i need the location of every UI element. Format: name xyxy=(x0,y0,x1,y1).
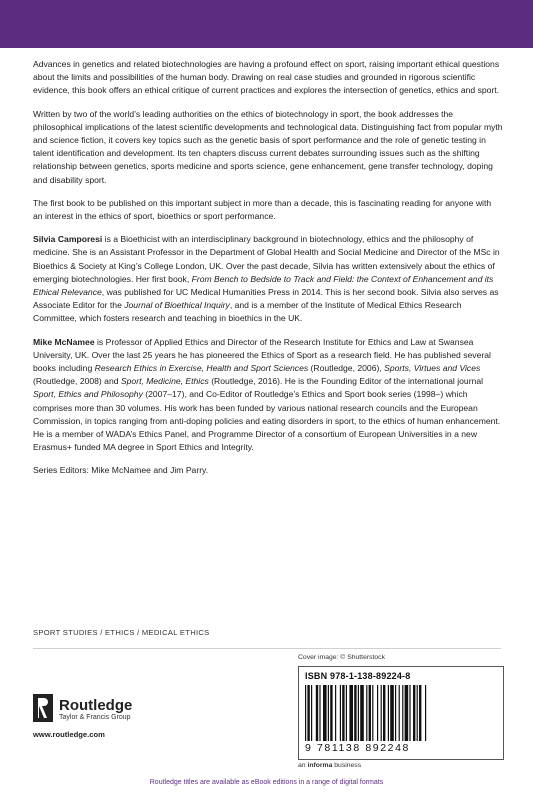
blurb-paragraph-3: The first book to be published on this important subject in more than a decade, this is fascinating reading for anyone with an interest in the ethics of sport, bioethics or sport performance. xyxy=(33,197,492,222)
cover-credit: Cover image: © Shutterstock xyxy=(298,654,385,661)
author-bio-mcnamee xyxy=(33,336,503,455)
journal-title: Journal of Bioethical Inquiry xyxy=(124,300,230,311)
author-name: Mike McNamee xyxy=(33,336,95,347)
bio-text: is a Bioethicist with an interdisciplinary background in biotechnology, ethics and the philosophy of medicine. She is an Assistant Professor in the Department of Global Health and Social Medicine and Director of the MSc in Bioethics & Society at King’s College London, UK. Over the past decade, Silvia has written extensively about the ethics of emerging biotechnologies. Her first book, xyxy=(33,234,500,284)
blurb-paragraph-2: Written by two of the world’s leading authorities on the ethics of biotechnology in sport, the book addresses the philosophical implications of the latest scientific developments and technological data. Distinguishing fact from popular myth and science fiction, it covers key topics such as the genetic basis of sport performance and the role of genetic testing in talent identification and development. Its ten chapters discuss current debates surrounding issues such as the shifting relationship between genetics, sports medicine and sports science, gene enhancement, gene transfer technology, doping and disability sport. xyxy=(33,108,503,185)
publisher-url[interactable]: www.routledge.com xyxy=(33,730,105,739)
series-editors: Series Editors: Mike McNamee and Jim Parry. xyxy=(33,465,209,476)
informa-pre: an xyxy=(298,762,308,769)
informa-brand: informa xyxy=(307,762,333,769)
bio-text: is Professor of Applied Ethics and Director of the Research Institute for Ethics and Law at Swansea University, UK. Over the last 25 years he has pioneered the Ethics of Sport as a research field. He has published several books including xyxy=(33,336,491,374)
publisher-name: Routledge xyxy=(59,697,133,714)
book-title: Sports, Virtues and Vices xyxy=(384,363,481,374)
top-color-band xyxy=(0,0,533,48)
barcode-icon xyxy=(305,685,495,741)
divider xyxy=(33,648,501,649)
bio-text: , was published for UC Medical Humanities Press in 2014. This is her second book. Silvia also serves as Associate Editor for the xyxy=(33,287,499,311)
isbn: ISBN 978-1-138-89224-8 xyxy=(305,671,411,681)
bio-text: (Routledge, 2006), xyxy=(308,363,385,374)
blurb-paragraph-1: Advances in genetics and related biotechnologies are having a profound effect on sport, raising important ethical questions about the limits and possibilities of the human body. Drawing on real case studies and grounded in rigorous scientific evidence, this book offers an ethical critique of current practices and explores the intersection of genetics, ethics and sport. xyxy=(33,59,500,96)
journal-title: Sport, Ethics and Philosophy xyxy=(33,389,143,400)
subject-categories: SPORT STUDIES / ETHICS / MEDICAL ETHICS xyxy=(33,628,210,637)
bio-text: , and is a member of the Institute of Medical Ethics Research Committee, which fosters research and teaching in bioethics in the UK. xyxy=(33,300,462,324)
barcode-number: 9 781138 892248 xyxy=(305,742,410,754)
informa-post: business xyxy=(332,762,362,769)
author-name: Silvia Camporesi xyxy=(33,234,103,245)
bio-text: (Routledge, 2008) and xyxy=(33,376,121,387)
author-bio-camporesi xyxy=(33,233,503,325)
book-title: Sport, Medicine, Ethics xyxy=(120,376,209,387)
bio-text: (Routledge, 2016). He is the Founding Editor of the international journal xyxy=(208,376,484,387)
informa-business xyxy=(298,762,361,769)
book-title: From Bench to Bedside to Track and Field: the Context of Enhancement and its Ethical Relevance xyxy=(33,273,494,298)
back-cover-text xyxy=(33,58,503,476)
routledge-logo-icon xyxy=(33,694,53,722)
ebook-note: Routledge titles are available as eBook editions in a range of digital formats xyxy=(149,779,384,786)
publisher-group: Taylor & Francis Group xyxy=(59,714,131,721)
book-title: Research Ethics in Exercise, Health and Sport Sciences xyxy=(94,363,309,374)
barcode-panel xyxy=(298,666,504,760)
bio-text: (2007–17), and Co-Editor of Routledge’s Ethics and Sport book series (1998–) which comprises more than 30 volumes. His work has been funded by various national research councils and the European Commission, in topics ranging from anti-doping policies and eating disorders in sport, to the ethics of human enhancement. He is a member of WADA’s Ethics Panel, and Programme Director of a consortium of European Universities in a new Erasmus+ funded MA degree in Sport Ethics and Integrity. xyxy=(33,389,501,453)
